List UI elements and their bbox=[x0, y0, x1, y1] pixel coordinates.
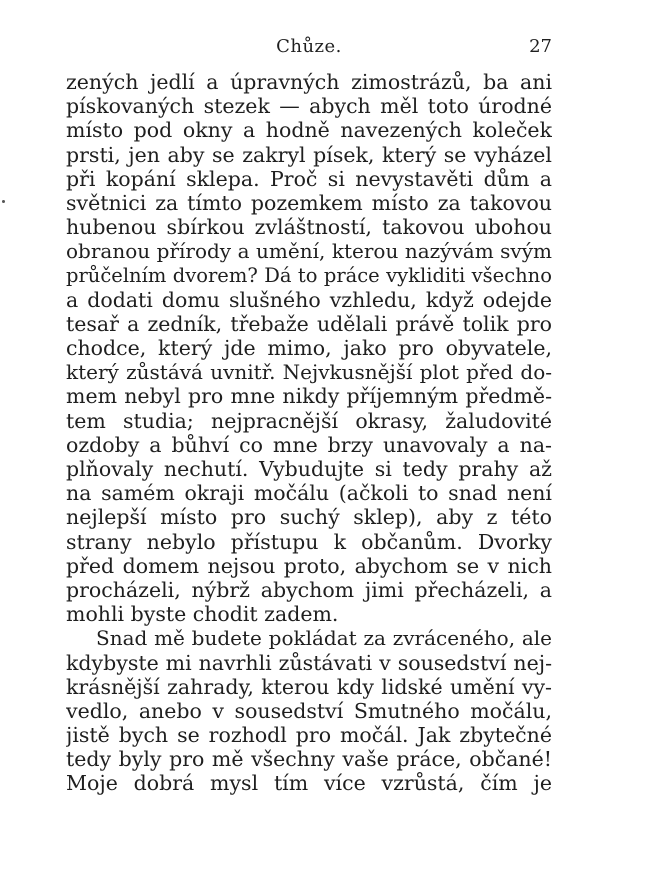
text-line: světnici za tímto pozemkem místo za takovou bbox=[66, 190, 552, 215]
text-line: obranou přírody a umění, kterou nazývám svým bbox=[66, 239, 552, 264]
text-line: vedlo, anebo v sousedství Smutného močálu, bbox=[66, 698, 552, 723]
text-line: procházeli, nýbrž abychom jimi přecházeli, a bbox=[66, 577, 552, 602]
text-line: chodce, který jde mimo, jako pro obyvatele, bbox=[66, 336, 552, 361]
text-line: kdybyste mi navrhli zůstávati v sousedství nej- bbox=[66, 650, 552, 675]
text-line: pískovaných stezek — abych měl toto úrodné bbox=[66, 94, 552, 119]
text-line: tem studia; nejpracnější okrasy, žaludovité bbox=[66, 408, 552, 433]
text-line: před domem nejsou proto, abychom se v nich bbox=[66, 553, 552, 578]
text-line: tesař a zedník, třebaže udělali právě tolik pro bbox=[66, 311, 552, 336]
running-title: Chůze. bbox=[276, 36, 342, 57]
text-line: Moje dobrá mysl tím více vzrůstá, čím je bbox=[66, 771, 552, 796]
text-line: nejlepší místo pro suchý sklep), aby z této bbox=[66, 505, 552, 530]
text-line: tedy byly pro mě všechny vaše práce, občané! bbox=[66, 747, 552, 772]
text-line: na samém okraji močálu (ačkoli to snad není bbox=[66, 481, 552, 506]
text-line: plňovaly nechutí. Vybudujte si tedy prahy až bbox=[66, 457, 552, 481]
margin-speck bbox=[2, 200, 5, 203]
text-line: mem nebyl pro mne nikdy příjemným předmě- bbox=[66, 384, 552, 409]
text-line: strany nebylo přístupu k občanům. Dvorky bbox=[66, 529, 552, 554]
text-line: místo pod okny a hodně navezených koleček bbox=[66, 118, 552, 143]
paragraph-start-line: Snad mě budete pokládat za zvráceného, ale bbox=[96, 626, 552, 651]
text-line: zených jedlí a úpravných zimostrázů, ba ani bbox=[66, 70, 552, 94]
text-line: krásnější zahrady, kterou kdy lidské umění vy- bbox=[66, 674, 552, 699]
text-line: hubenou sbírkou zvláštností, takovou ubohou bbox=[66, 215, 552, 240]
text-line: který zůstává uvnitř. Nejvkusnější plot před do- bbox=[66, 360, 552, 385]
text-line: prsti, jen aby se zakryl písek, který se vyházel bbox=[66, 142, 552, 167]
text-line: při kopání sklepa. Proč si nevystavěti dům a bbox=[66, 166, 552, 191]
running-header bbox=[66, 36, 552, 60]
text-line: ozdoby a bůhví co mne brzy unavovaly a na- bbox=[66, 432, 552, 457]
text-line: jistě bych se rozhodl pro močál. Jak zbytečné bbox=[66, 723, 552, 748]
paragraph-end-line: mohli byste chodit zadem. bbox=[66, 602, 339, 627]
text-line: průčelním dvorem? Dá to práce vykliditi všechno bbox=[66, 263, 552, 287]
page-number: 27 bbox=[529, 36, 552, 57]
text-line: a dodati domu slušného vzhledu, když odejde bbox=[66, 287, 552, 312]
body-text bbox=[66, 70, 552, 796]
